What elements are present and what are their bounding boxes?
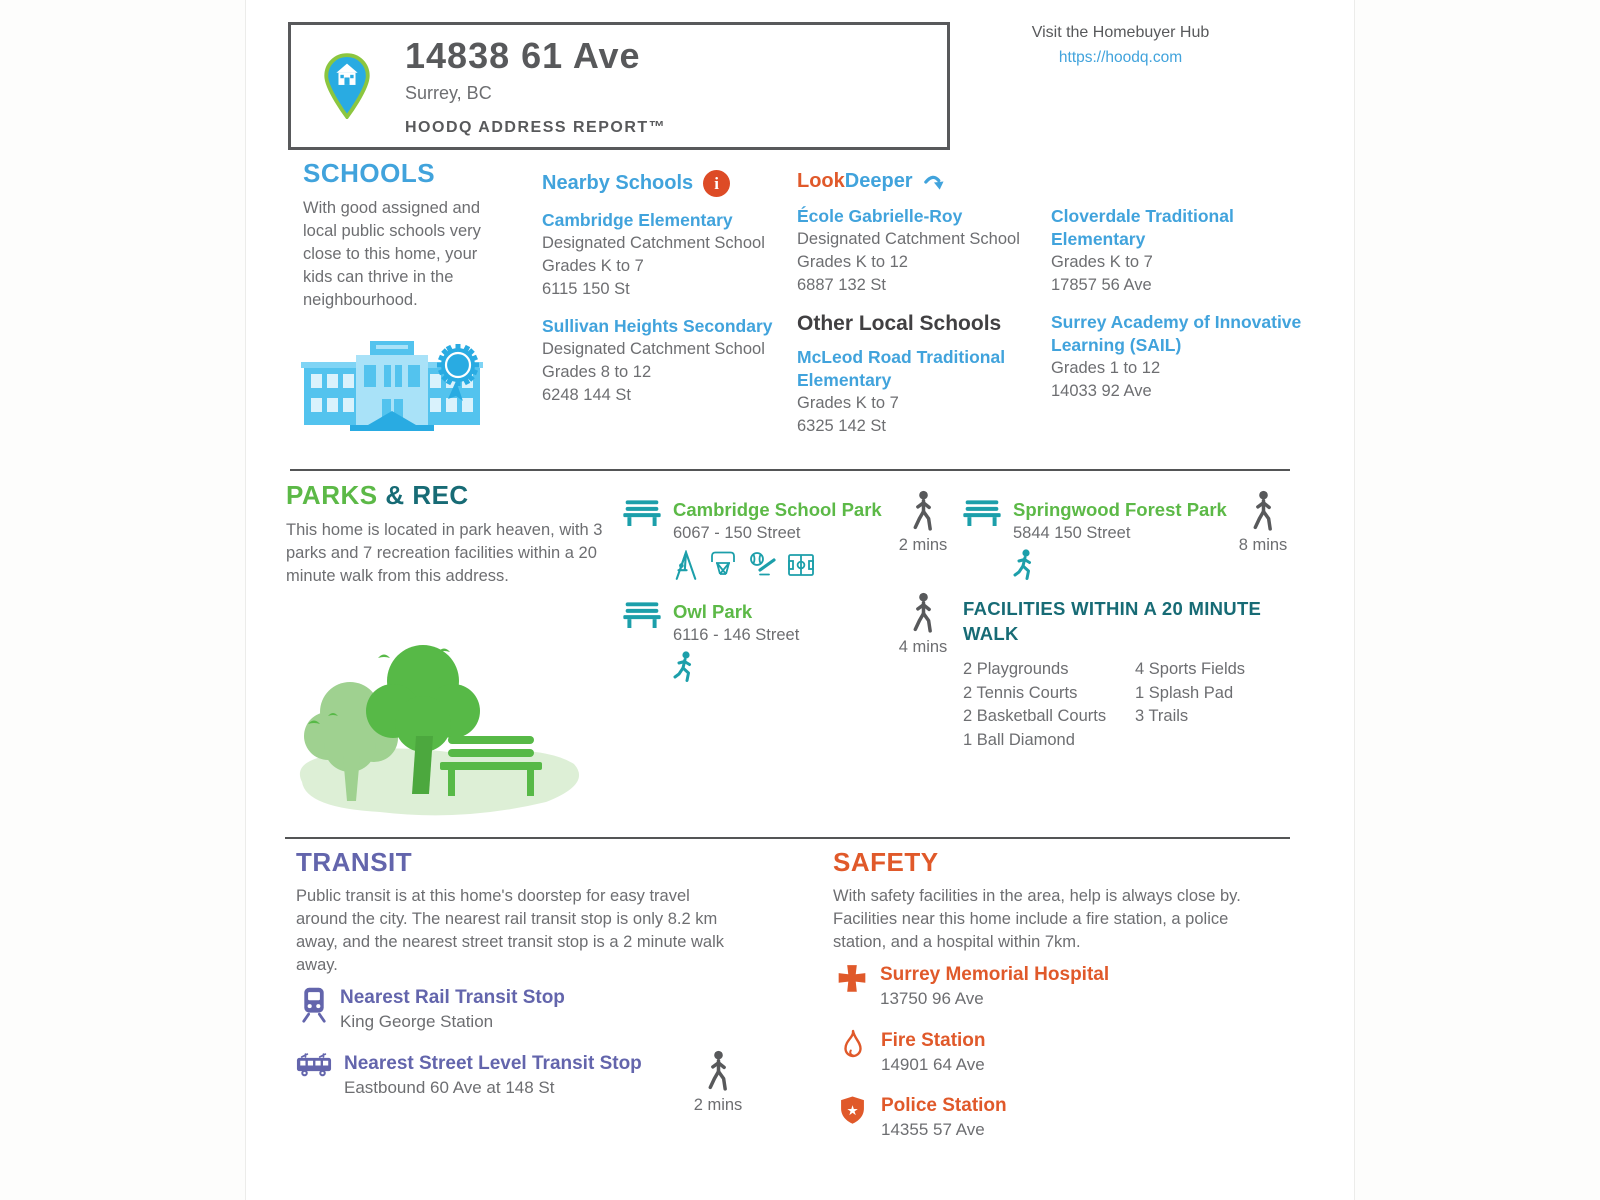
property-address: 14838 61 Ave bbox=[405, 35, 641, 76]
hospital-entry bbox=[836, 963, 1109, 1011]
baseball-icon bbox=[747, 550, 777, 580]
facilities-list bbox=[963, 658, 1263, 752]
deeper-label: Deeper bbox=[844, 170, 913, 192]
hospital-cross-icon bbox=[836, 963, 868, 995]
map-pin-house-icon bbox=[321, 53, 373, 119]
hospital-link[interactable]: Surrey Memorial Hospital bbox=[880, 964, 1110, 985]
playground-swing-icon bbox=[673, 550, 699, 580]
park-address: 6116 - 146 Street bbox=[673, 626, 800, 644]
rail-stop-entry bbox=[300, 986, 565, 1034]
parks-title-teal: & REC bbox=[377, 480, 469, 510]
transit-section-title: TRANSIT bbox=[296, 847, 413, 877]
section-divider bbox=[285, 837, 1290, 839]
lookdeeper-heading bbox=[797, 170, 1042, 193]
park-illustration bbox=[288, 596, 590, 824]
walk-time-label: 4 mins bbox=[898, 638, 948, 656]
school-link[interactable]: Surrey Academy of Innovative Learning (SAIL) bbox=[1051, 312, 1302, 355]
train-icon bbox=[300, 986, 328, 1023]
park-link[interactable]: Springwood Forest Park bbox=[1013, 499, 1227, 520]
info-icon[interactable]: i bbox=[703, 170, 730, 197]
street-stop-value: Eastbound 60 Ave at 148 St bbox=[344, 1078, 555, 1097]
police-shield-icon bbox=[839, 1094, 866, 1127]
park-entry bbox=[623, 498, 898, 580]
facility-item: 2 Tennis Courts bbox=[963, 683, 1078, 702]
bus-icon bbox=[296, 1052, 332, 1079]
police-station-entry bbox=[839, 1094, 1007, 1142]
walking-person-icon bbox=[705, 1050, 732, 1093]
facility-item: 4 Sports Fields bbox=[1135, 660, 1246, 678]
walking-person-icon bbox=[1250, 490, 1277, 533]
walk-time bbox=[1233, 490, 1293, 555]
fire-station-link[interactable]: Fire Station bbox=[881, 1030, 986, 1051]
schools-intro: With good assigned and local public schools very close to this home, your kids can thrive in the neighbourhood. bbox=[303, 199, 481, 309]
report-title: HOODQ ADDRESS REPORT™ bbox=[405, 119, 667, 136]
section-divider bbox=[290, 469, 1290, 471]
school-grades: Grades K to 7 bbox=[542, 257, 644, 275]
school-entry bbox=[1051, 205, 1306, 297]
rail-stop-label: Nearest Rail Transit Stop bbox=[340, 987, 565, 1008]
park-link[interactable]: Cambridge School Park bbox=[673, 499, 882, 520]
bench-icon bbox=[963, 498, 1001, 526]
school-address: 6248 144 St bbox=[542, 386, 631, 404]
school-designation: Designated Catchment School bbox=[542, 234, 765, 252]
walking-person-icon bbox=[910, 592, 937, 635]
other-local-schools-heading: Other Local Schools bbox=[797, 312, 1002, 335]
school-address: 6325 142 St bbox=[797, 417, 886, 435]
rail-stop-value: King George Station bbox=[340, 1012, 494, 1031]
lookdeeper-column-2 bbox=[1051, 205, 1306, 403]
school-address: 6115 150 St bbox=[542, 280, 630, 298]
school-designation: Designated Catchment School bbox=[797, 230, 1020, 248]
facility-item: 2 Basketball Courts bbox=[963, 707, 1107, 725]
sports-field-icon bbox=[786, 550, 816, 580]
school-address: 6887 132 St bbox=[797, 276, 886, 294]
walk-time bbox=[893, 490, 953, 555]
parks-title-green: PARKS bbox=[286, 480, 378, 510]
park-entry bbox=[963, 498, 1243, 583]
school-address: 17857 56 Ave bbox=[1051, 276, 1152, 294]
school-grades: Grades K to 12 bbox=[797, 253, 908, 271]
walk-time-label: 8 mins bbox=[1238, 536, 1288, 554]
park-entry bbox=[623, 600, 898, 685]
walk-time bbox=[893, 592, 953, 657]
facilities-col-2 bbox=[1135, 658, 1245, 752]
school-entry bbox=[797, 205, 1042, 297]
facility-item: 3 Trails bbox=[1135, 707, 1189, 725]
nearby-schools-label: Nearby Schools bbox=[542, 172, 694, 194]
bench-icon bbox=[623, 498, 661, 526]
street-stop-label: Nearest Street Level Transit Stop bbox=[344, 1053, 642, 1074]
facilities-block bbox=[963, 596, 1263, 752]
walking-person-icon bbox=[910, 490, 937, 533]
property-city: Surrey, BC bbox=[405, 83, 492, 103]
hospital-address: 13750 96 Ave bbox=[880, 989, 984, 1008]
school-building-illustration bbox=[298, 333, 486, 433]
jogger-icon bbox=[673, 651, 695, 685]
lookdeeper-label bbox=[797, 170, 913, 193]
park-address: 6067 - 150 Street bbox=[673, 524, 801, 542]
walk-time-label: 2 mins bbox=[898, 536, 948, 554]
walk-time bbox=[688, 1050, 748, 1115]
school-grades: Grades K to 7 bbox=[1051, 253, 1153, 271]
school-address: 14033 92 Ave bbox=[1051, 382, 1152, 400]
school-grades: Grades 1 to 12 bbox=[1051, 359, 1161, 377]
look-label: Look bbox=[797, 170, 845, 192]
jogger-icon bbox=[1013, 549, 1035, 583]
school-entry bbox=[542, 315, 792, 407]
parks-intro: This home is located in park heaven, with 3 parks and 7 recreation facilities within a 20 minute walk from this address. bbox=[286, 521, 603, 585]
lookdeeper-column bbox=[797, 170, 1042, 438]
facilities-heading: FACILITIES WITHIN A 20 MINUTE WALK bbox=[963, 598, 1262, 644]
basketball-hoop-icon bbox=[708, 550, 738, 580]
school-link[interactable]: Sullivan Heights Secondary bbox=[542, 316, 773, 336]
nearby-schools-heading bbox=[542, 170, 792, 197]
safety-intro: With safety facilities in the area, help is always close by. Facilities near this home include a fire station, a police station, and a hospital within 7km. bbox=[833, 887, 1241, 951]
street-stop-entry bbox=[296, 1052, 642, 1100]
school-link[interactable]: Cloverdale Traditional Elementary bbox=[1051, 206, 1234, 249]
address-card bbox=[288, 22, 950, 150]
facility-item: 1 Ball Diamond bbox=[963, 730, 1075, 749]
school-entry bbox=[542, 209, 792, 301]
fire-station-entry bbox=[841, 1029, 986, 1077]
police-station-link[interactable]: Police Station bbox=[881, 1095, 1007, 1116]
school-entry bbox=[1051, 311, 1306, 403]
school-link[interactable]: École Gabrielle-Roy bbox=[797, 206, 963, 226]
facility-item: 1 Splash Pad bbox=[1135, 683, 1234, 702]
school-entry bbox=[797, 346, 1042, 438]
facility-item: 2 Playgrounds bbox=[963, 660, 1069, 678]
visit-hub-label: Visit the Homebuyer Hub bbox=[1031, 24, 1210, 41]
park-link[interactable]: Owl Park bbox=[673, 601, 753, 622]
park-amenities bbox=[673, 550, 882, 580]
hoodq-link[interactable]: https://hoodq.com bbox=[1058, 49, 1183, 66]
school-link[interactable]: McLeod Road Traditional Elementary bbox=[797, 347, 1006, 390]
school-grades: Grades K to 7 bbox=[797, 394, 899, 412]
bench-icon bbox=[623, 600, 661, 628]
flame-icon bbox=[841, 1029, 865, 1063]
parks-section-title bbox=[286, 480, 469, 511]
school-grades: Grades 8 to 12 bbox=[542, 363, 652, 381]
walk-time-label: 2 mins bbox=[693, 1096, 743, 1114]
nearby-schools-column bbox=[542, 170, 792, 407]
curved-arrow-icon bbox=[923, 172, 944, 192]
star-glyph: ★ bbox=[846, 1103, 859, 1119]
school-link[interactable]: Cambridge Elementary bbox=[542, 210, 733, 230]
schools-section-title: SCHOOLS bbox=[303, 158, 436, 188]
police-station-address: 14355 57 Ave bbox=[881, 1120, 985, 1139]
visit-hub-block bbox=[1008, 24, 1233, 67]
safety-section-title: SAFETY bbox=[833, 847, 939, 877]
transit-intro: Public transit is at this home's doorstep for easy travel around the city. The nearest rail transit stop is only 8.2 km away, and the nearest street transit stop is a 2 minute walk away. bbox=[296, 887, 724, 974]
fire-station-address: 14901 64 Ave bbox=[881, 1055, 985, 1074]
park-address: 5844 150 Street bbox=[1013, 524, 1131, 542]
school-designation: Designated Catchment School bbox=[542, 340, 765, 358]
facilities-col-1 bbox=[963, 658, 1135, 752]
